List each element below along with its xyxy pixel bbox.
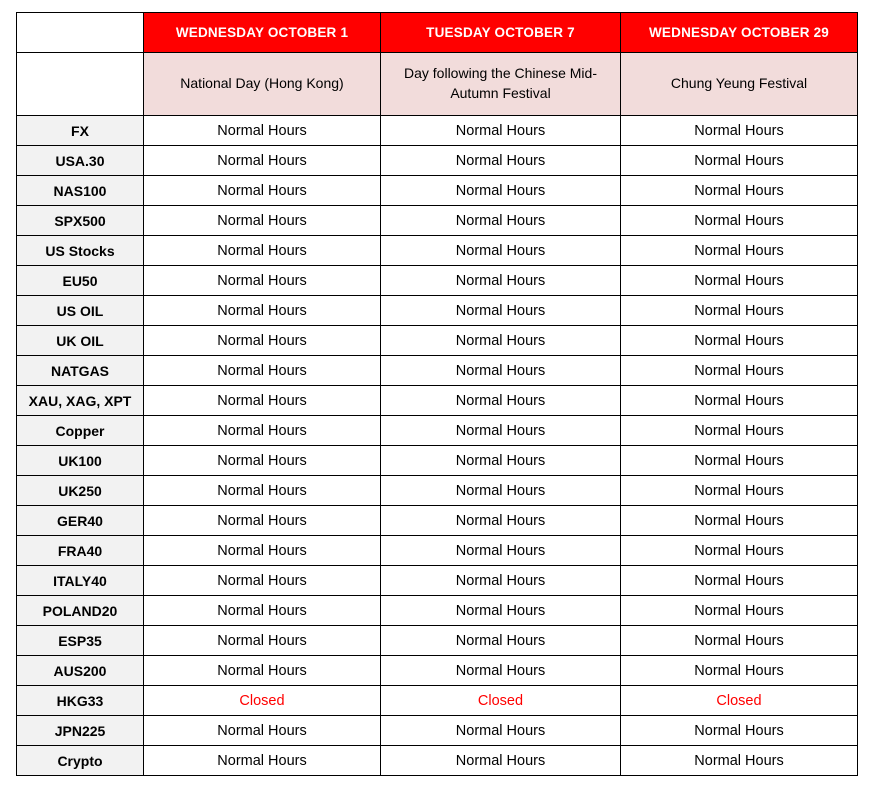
column-holiday-name: Chung Yeung Festival (621, 53, 858, 116)
hours-cell-closed: Closed (621, 686, 858, 716)
table-row (17, 536, 858, 566)
hours-cell: Normal Hours (381, 446, 621, 476)
hours-cell: Normal Hours (621, 506, 858, 536)
hours-cell: Normal Hours (621, 746, 858, 776)
hours-cell: Normal Hours (621, 446, 858, 476)
date-header-row (17, 13, 858, 53)
hours-cell: Normal Hours (381, 506, 621, 536)
table-row (17, 476, 858, 506)
hours-cell: Normal Hours (381, 716, 621, 746)
hours-cell: Normal Hours (621, 596, 858, 626)
instrument-label: FX (17, 116, 144, 146)
hours-cell: Normal Hours (621, 116, 858, 146)
instrument-label: ITALY40 (17, 566, 144, 596)
column-date-header: TUESDAY OCTOBER 7 (381, 13, 621, 53)
instrument-label: USA.30 (17, 146, 144, 176)
hours-cell-closed: Closed (381, 686, 621, 716)
instrument-label: NATGAS (17, 356, 144, 386)
column-date-header: WEDNESDAY OCTOBER 1 (144, 13, 381, 53)
hours-cell: Normal Hours (381, 596, 621, 626)
table-row (17, 206, 858, 236)
instrument-label: GER40 (17, 506, 144, 536)
table-row (17, 296, 858, 326)
hours-cell: Normal Hours (621, 626, 858, 656)
hours-cell: Normal Hours (621, 386, 858, 416)
hours-cell: Normal Hours (144, 236, 381, 266)
table-row (17, 506, 858, 536)
instrument-label: JPN225 (17, 716, 144, 746)
hours-cell: Normal Hours (144, 176, 381, 206)
hours-cell: Normal Hours (381, 476, 621, 506)
hours-cell: Normal Hours (144, 506, 381, 536)
instrument-label: US Stocks (17, 236, 144, 266)
table-row (17, 326, 858, 356)
hours-cell: Normal Hours (381, 416, 621, 446)
hours-cell: Normal Hours (381, 746, 621, 776)
instrument-label: POLAND20 (17, 596, 144, 626)
hours-cell: Normal Hours (381, 536, 621, 566)
hours-cell: Normal Hours (144, 596, 381, 626)
hours-cell: Normal Hours (621, 266, 858, 296)
table-row (17, 686, 858, 716)
table-row (17, 746, 858, 776)
hours-cell: Normal Hours (144, 746, 381, 776)
holiday-header-row (17, 53, 858, 116)
hours-cell: Normal Hours (621, 536, 858, 566)
hours-cell: Normal Hours (621, 476, 858, 506)
hours-cell: Normal Hours (381, 356, 621, 386)
instrument-label: SPX500 (17, 206, 144, 236)
table-row (17, 626, 858, 656)
table-row (17, 146, 858, 176)
hours-cell: Normal Hours (621, 146, 858, 176)
column-holiday-name: National Day (Hong Kong) (144, 53, 381, 116)
hours-cell: Normal Hours (144, 566, 381, 596)
hours-cell: Normal Hours (381, 206, 621, 236)
hours-cell: Normal Hours (144, 356, 381, 386)
hours-cell: Normal Hours (621, 566, 858, 596)
hours-cell: Normal Hours (381, 146, 621, 176)
table-row (17, 596, 858, 626)
instrument-label: UK OIL (17, 326, 144, 356)
hours-cell: Normal Hours (621, 656, 858, 686)
instrument-label: US OIL (17, 296, 144, 326)
hours-cell: Normal Hours (381, 626, 621, 656)
hours-cell: Normal Hours (144, 116, 381, 146)
instrument-label: EU50 (17, 266, 144, 296)
hours-cell: Normal Hours (381, 386, 621, 416)
hours-cell: Normal Hours (144, 416, 381, 446)
hours-cell: Normal Hours (144, 476, 381, 506)
hours-cell: Normal Hours (381, 116, 621, 146)
trading-hours-table (16, 12, 858, 776)
hours-cell-closed: Closed (144, 686, 381, 716)
hours-cell: Normal Hours (144, 266, 381, 296)
hours-cell: Normal Hours (621, 176, 858, 206)
column-date-header: WEDNESDAY OCTOBER 29 (621, 13, 858, 53)
hours-cell: Normal Hours (144, 656, 381, 686)
hours-cell: Normal Hours (621, 326, 858, 356)
hours-cell: Normal Hours (381, 656, 621, 686)
table-row (17, 656, 858, 686)
instrument-label: HKG33 (17, 686, 144, 716)
table-row (17, 386, 858, 416)
hours-cell: Normal Hours (144, 326, 381, 356)
hours-cell: Normal Hours (621, 296, 858, 326)
hours-cell: Normal Hours (381, 176, 621, 206)
table-row (17, 176, 858, 206)
hours-cell: Normal Hours (381, 566, 621, 596)
instrument-label: NAS100 (17, 176, 144, 206)
hours-cell: Normal Hours (381, 236, 621, 266)
hours-cell: Normal Hours (381, 266, 621, 296)
table-row (17, 416, 858, 446)
table-row (17, 446, 858, 476)
instrument-label: UK100 (17, 446, 144, 476)
hours-cell: Normal Hours (621, 716, 858, 746)
hours-cell: Normal Hours (381, 326, 621, 356)
instrument-label: FRA40 (17, 536, 144, 566)
table-row (17, 116, 858, 146)
instrument-label: XAU, XAG, XPT (17, 386, 144, 416)
hours-cell: Normal Hours (144, 146, 381, 176)
instrument-label: ESP35 (17, 626, 144, 656)
instrument-label: Copper (17, 416, 144, 446)
hours-cell: Normal Hours (144, 716, 381, 746)
table-row (17, 716, 858, 746)
column-holiday-name: Day following the Chinese Mid-Autumn Festival (381, 53, 621, 116)
hours-cell: Normal Hours (144, 626, 381, 656)
table-row (17, 566, 858, 596)
hours-cell: Normal Hours (621, 236, 858, 266)
table-row (17, 266, 858, 296)
hours-cell: Normal Hours (144, 386, 381, 416)
table-row (17, 356, 858, 386)
hours-cell: Normal Hours (621, 416, 858, 446)
hours-cell: Normal Hours (621, 356, 858, 386)
hours-cell: Normal Hours (144, 536, 381, 566)
hours-cell: Normal Hours (144, 446, 381, 476)
corner-spacer (17, 13, 144, 53)
table-row (17, 236, 858, 266)
instrument-label: UK250 (17, 476, 144, 506)
corner-spacer (17, 53, 144, 116)
hours-cell: Normal Hours (144, 206, 381, 236)
hours-cell: Normal Hours (144, 296, 381, 326)
instrument-label: AUS200 (17, 656, 144, 686)
hours-cell: Normal Hours (381, 296, 621, 326)
hours-cell: Normal Hours (621, 206, 858, 236)
instrument-label: Crypto (17, 746, 144, 776)
